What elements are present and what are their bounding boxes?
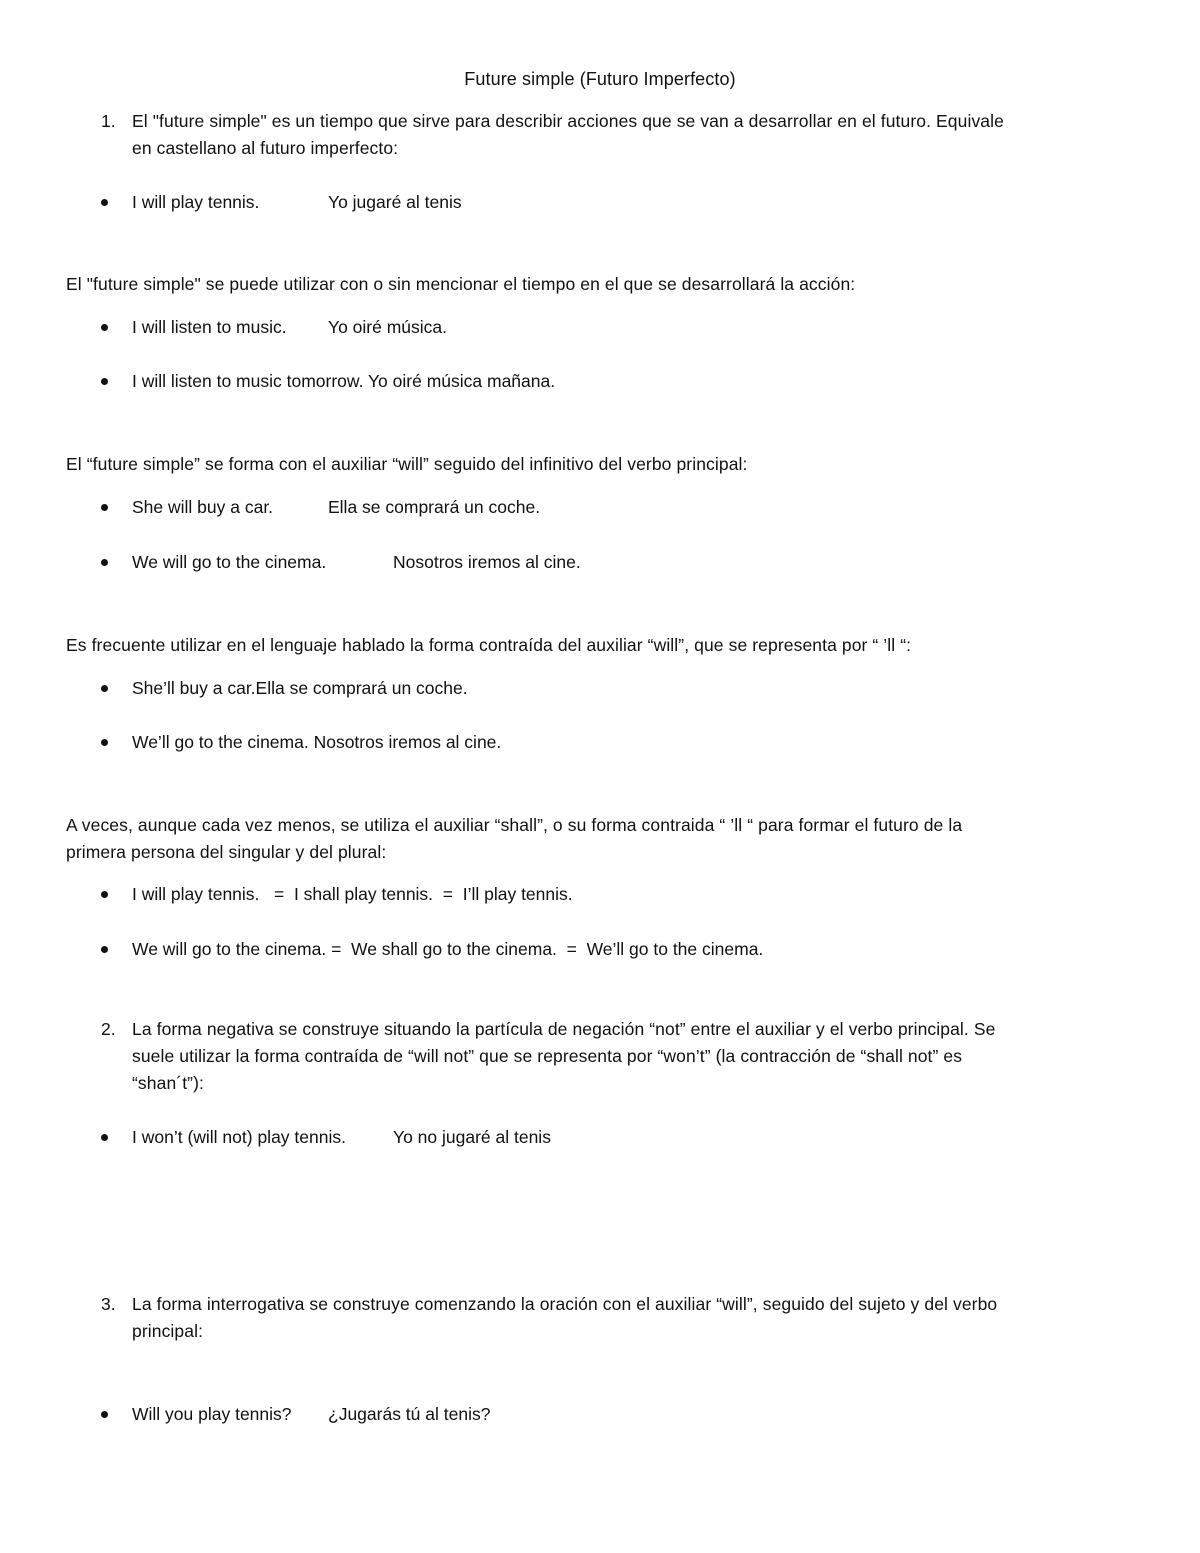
list-number-2: 2. (101, 1019, 116, 1039)
example-english: Will you play tennis? (132, 1404, 292, 1424)
list-number-3: 3. (101, 1294, 116, 1314)
section2-line3: “shan´t”): (132, 1073, 204, 1093)
paragraph-5-line1: A veces, aunque cada vez menos, se utiliza el auxiliar “shall”, o su forma contraida “ ’ll “ para formar el futuro de la (66, 815, 963, 835)
paragraph-3: El “future simple” se forma con el auxiliar “will” seguido del infinitivo del verbo principal: (66, 454, 748, 474)
example-text: I will listen to music tomorrow. Yo oiré música mañana. (132, 371, 556, 391)
paragraph-2: El "future simple" se puede utilizar con o sin mencionar el tiempo en el que se desarrollará la acción: (66, 274, 856, 294)
example-text: We’ll go to the cinema. Nosotros iremos al cine. (132, 732, 502, 752)
section2-line2: suele utilizar la forma contraída de “will not” que se representa por “won’t” (la contracción de “shall not” es (132, 1046, 963, 1066)
section2-line1: La forma negativa se construye situando la partícula de negación “not” entre el auxiliar y el verbo principal. Se (132, 1019, 996, 1039)
bullet-icon (101, 1411, 108, 1418)
bullet-icon (101, 685, 108, 692)
paragraph-5-line2: primera persona del singular y del plural: (66, 842, 387, 862)
example-english: I will listen to music. (132, 317, 287, 337)
section3-line1: La forma interrogativa se construye comenzando la oración con el auxiliar “will”, seguido del sujeto y del verbo (132, 1294, 998, 1314)
example-english: I will play tennis. (132, 192, 260, 212)
bullet-icon (101, 739, 108, 746)
example-spanish: Ella se comprará un coche. (328, 497, 541, 517)
example-spanish: ¿Jugarás tú al tenis? (328, 1404, 491, 1424)
list-number-1: 1. (101, 111, 116, 131)
example-english: We will go to the cinema. (132, 552, 327, 572)
example-spanish: Nosotros iremos al cine. (393, 552, 581, 572)
example-text: I will play tennis. = I shall play tennis. = I’ll play tennis. (132, 884, 573, 904)
example-text: She’ll buy a car.Ella se comprará un coche. (132, 678, 468, 698)
paragraph-4: Es frecuente utilizar en el lenguaje hablado la forma contraída del auxiliar “will”, que se representa por “ ’ll “: (66, 635, 912, 655)
page-title: Future simple (Futuro Imperfecto) (464, 69, 736, 89)
bullet-icon (101, 1134, 108, 1141)
example-spanish: Yo no jugaré al tenis (393, 1127, 551, 1147)
example-text: We will go to the cinema. = We shall go to the cinema. = We’ll go to the cinema. (132, 939, 764, 959)
bullet-icon (101, 559, 108, 566)
section1-line1: El "future simple" es un tiempo que sirve para describir acciones que se van a desarrollar en el futuro. Equivale (132, 111, 1004, 131)
bullet-icon (101, 378, 108, 385)
bullet-icon (101, 504, 108, 511)
section1-line2: en castellano al futuro imperfecto: (132, 138, 399, 158)
example-spanish: Yo jugaré al tenis (328, 192, 462, 212)
example-english: She will buy a car. (132, 497, 274, 517)
bullet-icon (101, 199, 108, 206)
bullet-icon (101, 946, 108, 953)
bullet-icon (101, 891, 108, 898)
example-english: I won’t (will not) play tennis. (132, 1127, 346, 1147)
bullet-icon (101, 324, 108, 331)
example-spanish: Yo oiré música. (328, 317, 447, 337)
section3-line2: principal: (132, 1321, 204, 1341)
